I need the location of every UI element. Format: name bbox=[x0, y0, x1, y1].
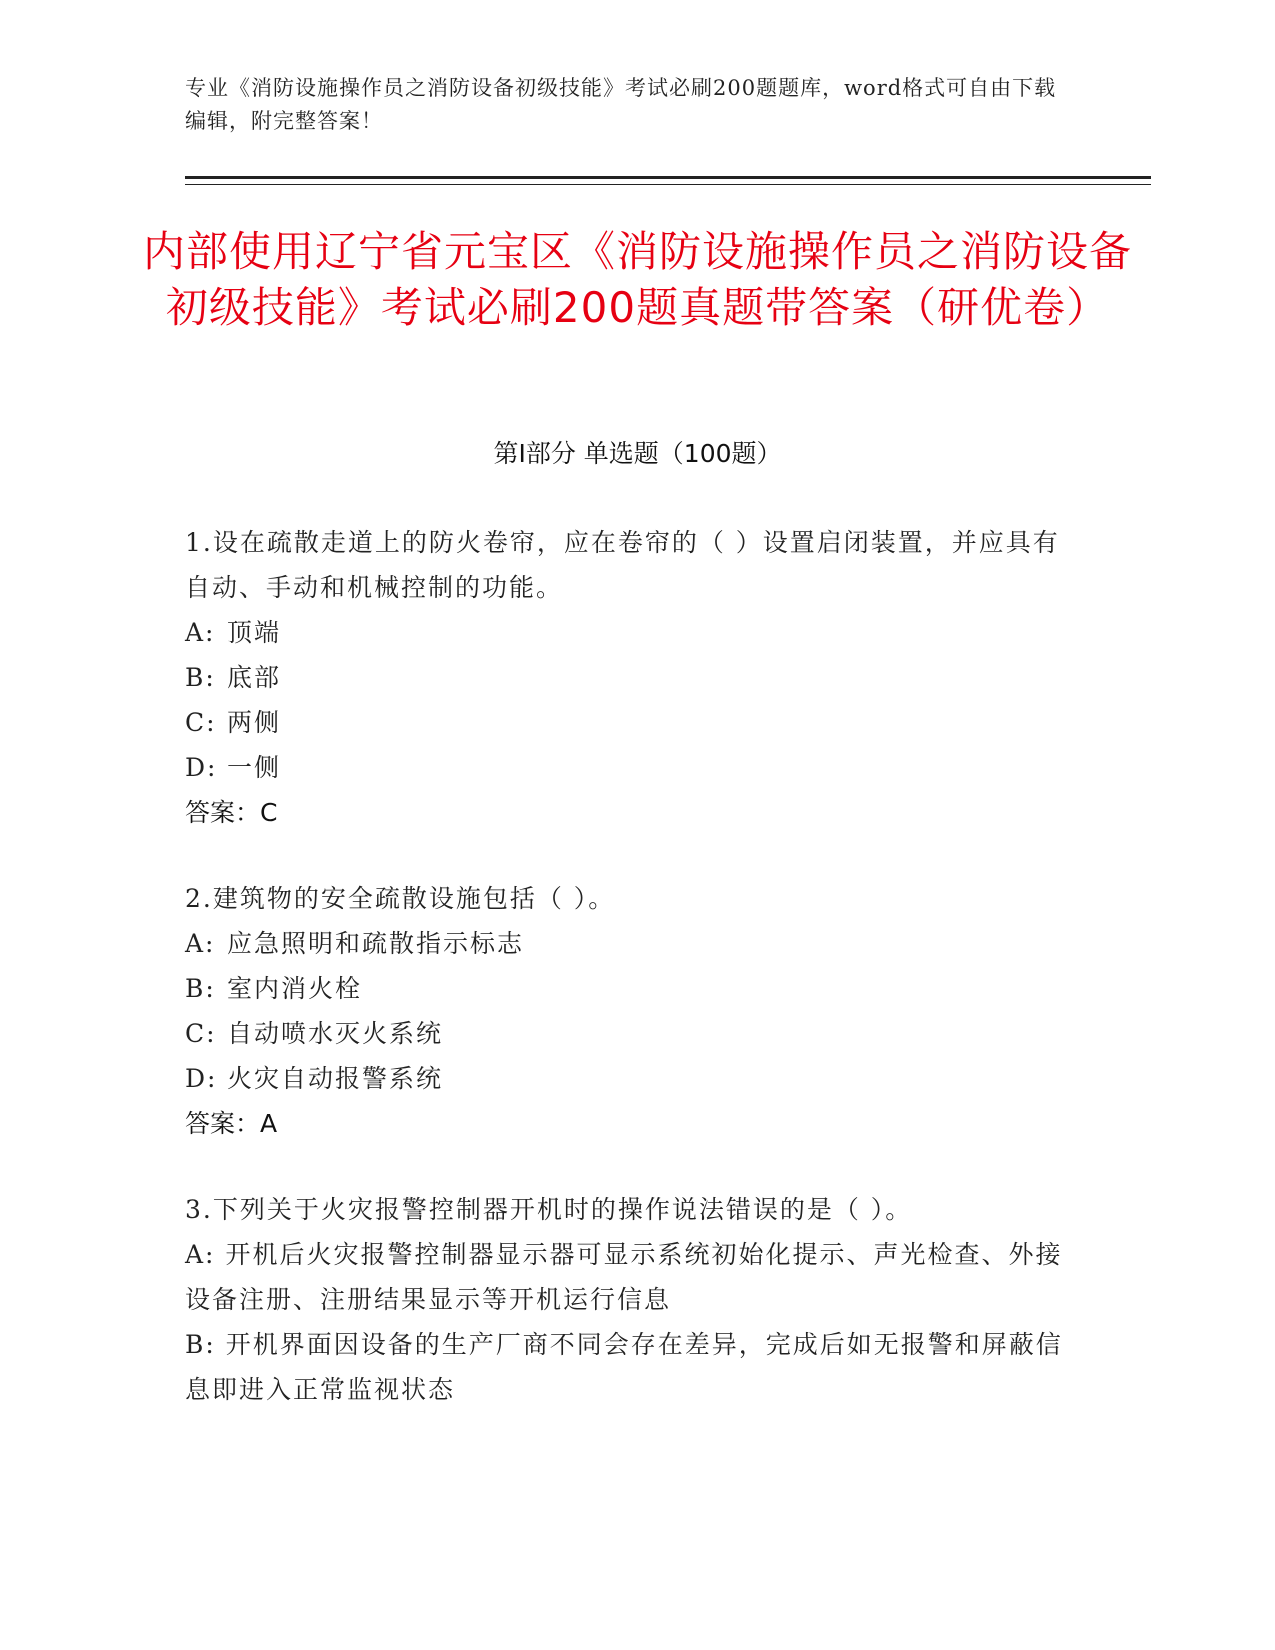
option-text: 顶端 bbox=[227, 618, 282, 647]
option-text: 应急照明和疏散指示标志 bbox=[227, 929, 525, 958]
option-text: 室内消火栓 bbox=[227, 974, 363, 1003]
option-c bbox=[185, 1011, 1065, 1056]
section-title: 第Ⅰ部分 单选题（100题） bbox=[493, 439, 782, 468]
option-b bbox=[185, 655, 1065, 700]
header-rule-thin bbox=[185, 184, 1151, 185]
option-b bbox=[185, 1322, 1065, 1412]
question-stem: 2.建筑物的安全疏散设施包括（ ）。 bbox=[185, 884, 616, 913]
option-text: 火灾自动报警系统 bbox=[227, 1064, 444, 1093]
answer-line: 答案：C bbox=[185, 798, 278, 827]
option-text: 两侧 bbox=[227, 708, 282, 737]
question-list bbox=[185, 520, 1065, 1453]
option-key: A: bbox=[185, 929, 216, 958]
option-a bbox=[185, 1232, 1065, 1322]
option-text: 开机后火灾报警控制器显示器可显示系统初始化提示、声光检查、外接设备注册、注册结果显示等开机运行信息 bbox=[185, 1240, 1063, 1314]
option-key: C: bbox=[185, 708, 217, 737]
option-text: 一侧 bbox=[227, 753, 282, 782]
option-text: 底部 bbox=[227, 663, 282, 692]
question-stem: 1.设在疏散走道上的防火卷帘，应在卷帘的（ ）设置启闭装置，并应具有自动、手动和机械控制的功能。 bbox=[185, 528, 1060, 602]
question-2 bbox=[185, 876, 1065, 1146]
option-key: B: bbox=[185, 1330, 216, 1359]
question-3 bbox=[185, 1187, 1065, 1412]
document-title: 内部使用辽宁省元宝区《消防设施操作员之消防设备初级技能》考试必刷200题真题带答案（研优卷） bbox=[142, 227, 1132, 332]
question-1 bbox=[185, 520, 1065, 835]
option-d bbox=[185, 745, 1065, 790]
option-key: D: bbox=[185, 1064, 218, 1093]
option-key: C: bbox=[185, 1019, 217, 1048]
answer-line: 答案：A bbox=[185, 1109, 278, 1138]
header-rule-thick bbox=[185, 176, 1151, 179]
option-key: B: bbox=[185, 974, 216, 1003]
option-text: 开机界面因设备的生产厂商不同会存在差异，完成后如无报警和屏蔽信息即进入正常监视状态 bbox=[185, 1330, 1063, 1404]
option-key: A: bbox=[185, 618, 216, 647]
option-key: D: bbox=[185, 753, 218, 782]
option-b bbox=[185, 966, 1065, 1011]
option-key: A: bbox=[185, 1240, 216, 1269]
option-key: B: bbox=[185, 663, 216, 692]
option-c bbox=[185, 700, 1065, 745]
question-stem: 3.下列关于火灾报警控制器开机时的操作说法错误的是（ ）。 bbox=[185, 1195, 913, 1224]
option-text: 自动喷水灭火系统 bbox=[227, 1019, 444, 1048]
option-d bbox=[185, 1056, 1065, 1101]
option-a bbox=[185, 921, 1065, 966]
header-note: 专业《消防设施操作员之消防设备初级技能》考试必刷200题题库，word格式可自由下载编辑，附完整答案！ bbox=[185, 76, 1057, 133]
option-a bbox=[185, 610, 1065, 655]
